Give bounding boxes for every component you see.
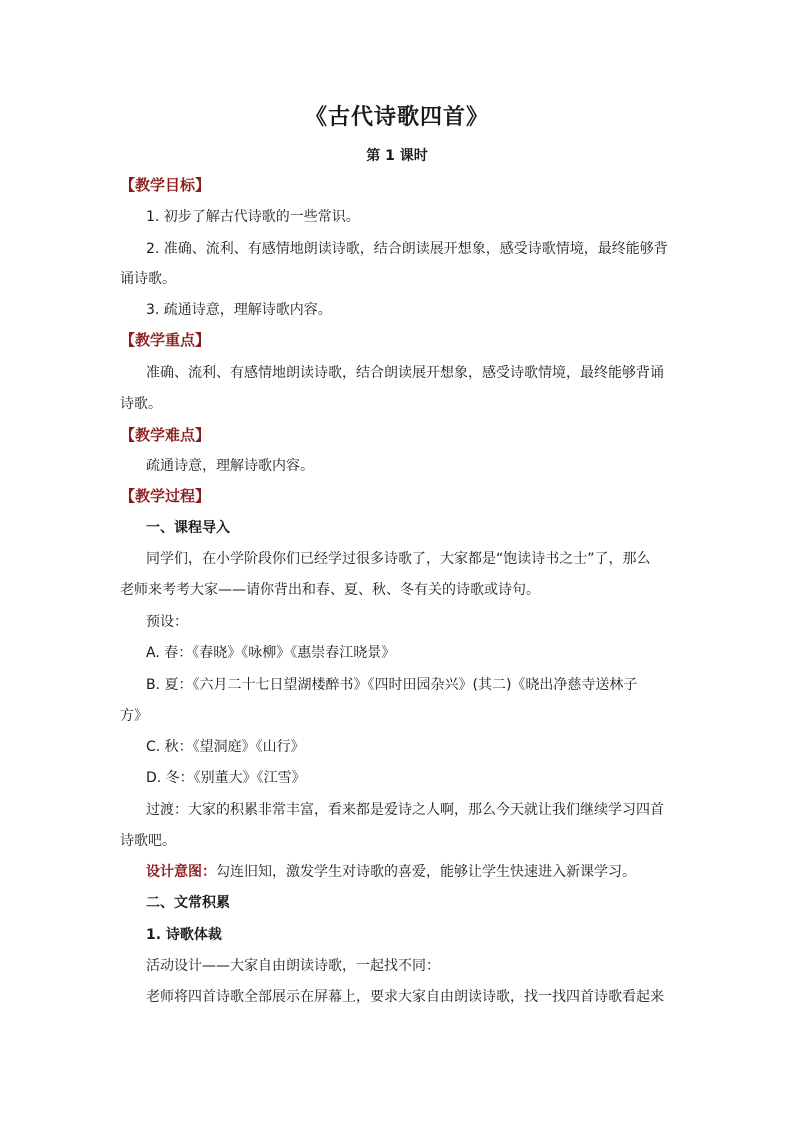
objective-2: 2. 准确、流利、有感情地朗读诗歌，结合朗读展开想象，感受诗歌情境，最终能够背 bbox=[146, 241, 668, 257]
section-heading-process: 【教学过程】 bbox=[120, 487, 211, 505]
transition-text: 过渡：大家的积累非常丰富，看来都是爱诗之人啊，那么今天就让我们继续学习四首 bbox=[146, 802, 664, 818]
teacher-instruction: 老师将四首诗歌全部展示在屏幕上，要求大家自由朗读诗歌，找一找四首诗歌看起来 bbox=[146, 989, 664, 1005]
preset-summer: B. 夏：《六月二十七日望湖楼醉书》《四时田园杂兴》(其二)《晓出净慈寺送林子 bbox=[146, 677, 638, 693]
intro-paragraph-cont: 老师来考考大家——请你背出和春、夏、秋、冬有关的诗歌或诗句。 bbox=[120, 582, 540, 598]
design-intent-label: 设计意图： bbox=[146, 864, 216, 880]
focus-text: 准确、流利、有感情地朗读诗歌，结合朗读展开想象，感受诗歌情境，最终能够背诵 bbox=[146, 365, 664, 381]
design-intent bbox=[146, 863, 636, 881]
focus-text-cont: 诗歌。 bbox=[120, 396, 162, 412]
difficulty-text: 疏通诗意，理解诗歌内容。 bbox=[146, 458, 314, 474]
subsection-heading: 1. 诗歌体裁 bbox=[146, 927, 222, 943]
part2-heading: 二、文常积累 bbox=[146, 895, 230, 911]
lesson-number: 第 1 课时 bbox=[366, 148, 428, 164]
transition-text-cont: 诗歌吧。 bbox=[120, 833, 176, 849]
intro-paragraph: 同学们，在小学阶段你们已经学过很多诗歌了，大家都是“饱读诗书之士”了，那么 bbox=[146, 551, 651, 567]
preset-spring: A. 春：《春晓》《咏柳》《惠崇春江晓景》 bbox=[146, 645, 396, 661]
design-intent-text: 勾连旧知，激发学生对诗歌的喜爱，能够让学生快速进入新课学习。 bbox=[216, 864, 636, 880]
objective-2-cont: 诵诗歌。 bbox=[120, 271, 176, 287]
objective-3: 3. 疏通诗意，理解诗歌内容。 bbox=[146, 302, 332, 318]
section-heading-focus: 【教学重点】 bbox=[120, 331, 211, 349]
preset-summer-cont: 方》 bbox=[120, 708, 148, 724]
preset-label: 预设： bbox=[146, 614, 188, 630]
objective-1: 1. 初步了解古代诗歌的一些常识。 bbox=[146, 209, 360, 225]
preset-autumn: C. 秋：《望洞庭》《山行》 bbox=[146, 739, 305, 755]
preset-winter: D. 冬：《别董大》《江雪》 bbox=[146, 770, 306, 786]
section-heading-difficulty: 【教学难点】 bbox=[120, 426, 211, 444]
part1-heading: 一、课程导入 bbox=[146, 520, 230, 536]
activity-design: 活动设计——大家自由朗读诗歌，一起找不同： bbox=[146, 958, 440, 974]
page-title: 《古代诗歌四首》 bbox=[304, 104, 489, 130]
section-heading-objectives: 【教学目标】 bbox=[120, 176, 211, 194]
